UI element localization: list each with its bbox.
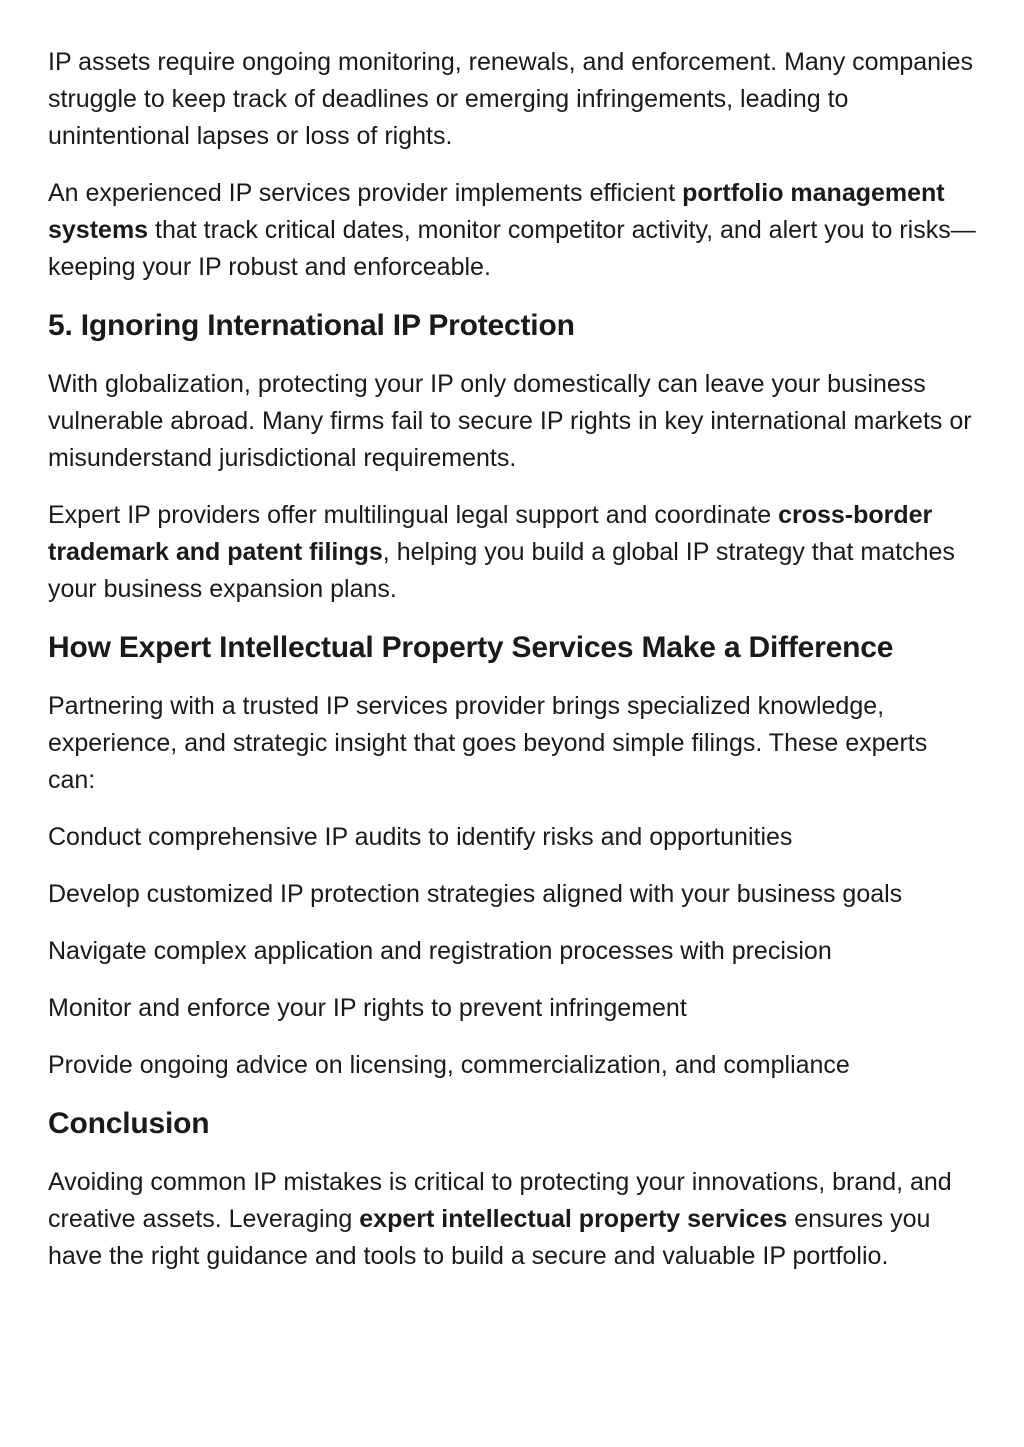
list-item-strategies: Develop customized IP protection strategies aligned with your business goals [48, 880, 903, 908]
text-run: ensures you have the right guidance and tools to build a secure and valuable IP portfolio. [48, 1205, 931, 1270]
paragraph-partnering: Partnering with a trusted IP services provider brings specialized knowledge, experience, and strategic insight that goes beyond simple filings. These experts can: [48, 692, 928, 794]
bold-phrase: cross-border trademark and patent filings [48, 501, 933, 566]
text-run: An experienced IP services provider implements efficient [48, 179, 683, 207]
list-item-monitor: Monitor and enforce your IP rights to prevent infringement [48, 994, 687, 1022]
paragraph-ip-monitoring: IP assets require ongoing monitoring, renewals, and enforcement. Many companies struggle to keep track of deadlines or emerging infringements, leading to unintentional lapses or loss of rights. [48, 48, 974, 150]
paragraph-portfolio-management [48, 175, 978, 286]
list-item-navigate: Navigate complex application and registration processes with precision [48, 937, 832, 965]
list-item-audits: Conduct comprehensive IP audits to identify risks and opportunities [48, 823, 793, 851]
list-item-advice: Provide ongoing advice on licensing, commercialization, and compliance [48, 1051, 850, 1079]
heading-international-protection: 5. Ignoring International IP Protection [48, 309, 575, 342]
paragraph-cross-border [48, 497, 978, 608]
heading-conclusion: Conclusion [48, 1107, 210, 1140]
document-body [48, 44, 978, 1295]
heading-expert-services: How Expert Intellectual Property Services Make a Difference [48, 631, 894, 664]
text-run: that track critical dates, monitor competitor activity, and alert you to risks—keeping your IP robust and enforceable. [48, 216, 976, 281]
bold-phrase: expert intellectual property services [359, 1205, 788, 1233]
paragraph-conclusion [48, 1164, 978, 1275]
paragraph-globalization: With globalization, protecting your IP only domestically can leave your business vulnerable abroad. Many firms fail to secure IP rights in key international markets or misunderstand jurisdictional requirements. [48, 370, 972, 472]
text-run: Expert IP providers offer multilingual legal support and coordinate [48, 501, 779, 529]
bold-phrase: portfolio management systems [48, 179, 945, 244]
text-run: Avoiding common IP mistakes is critical to protecting your innovations, brand, and creative assets. Leveraging [48, 1168, 952, 1233]
text-run: , helping you build a global IP strategy that matches your business expansion plans. [48, 538, 955, 603]
